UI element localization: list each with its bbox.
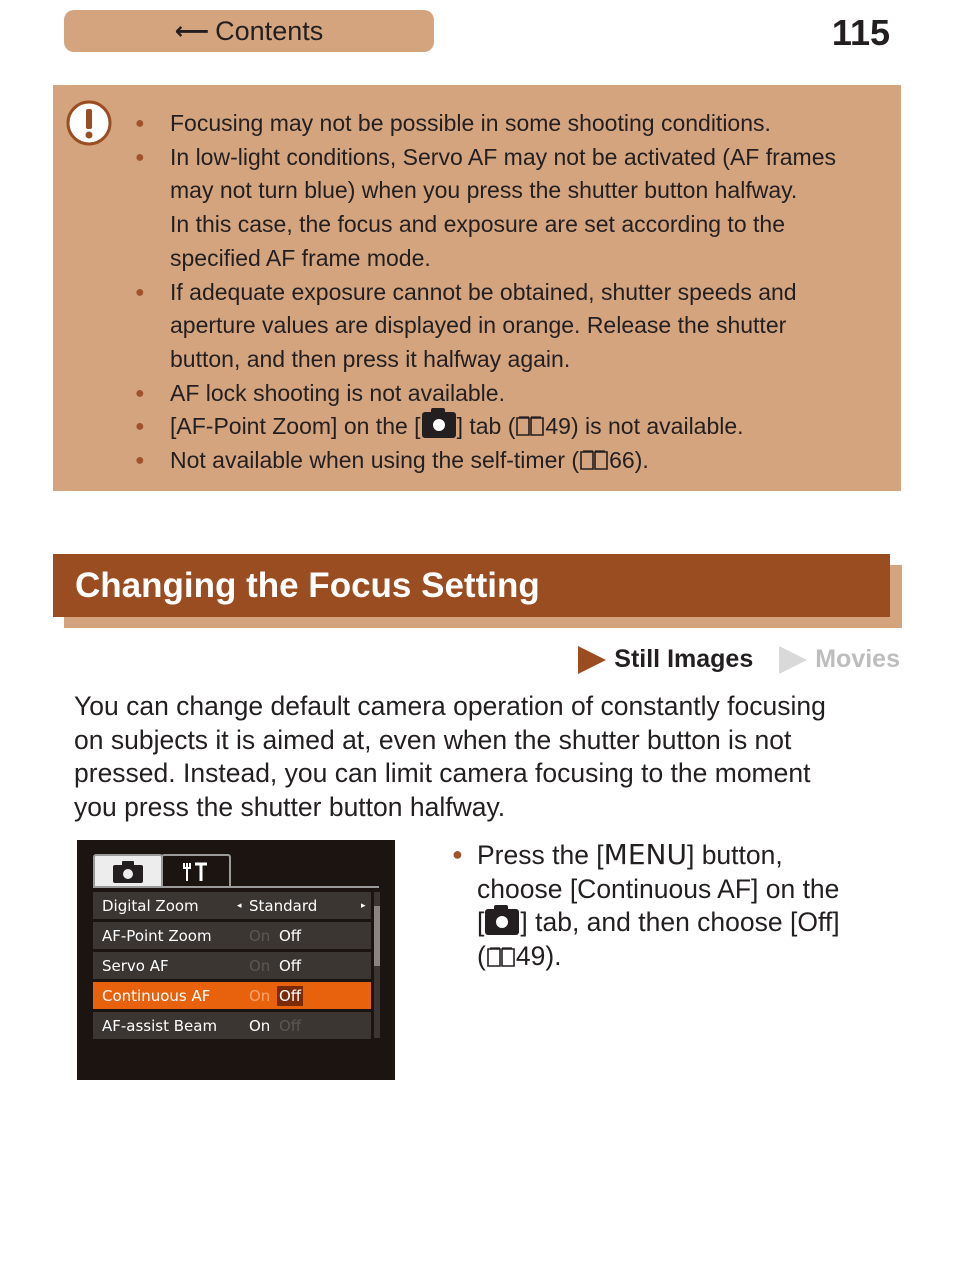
menu-row-af-point-zoom: AF-Point Zoom On Off [93, 922, 371, 949]
caution-item: ● In low-light conditions, Servo AF may not be activated (AF frames may not turn blue) when you press the shutter button halfway. In this case, the focus and exposure are set according to the specified AF frame mode. [135, 141, 885, 276]
menu-row-af-assist-beam: AF-assist Beam On Off [93, 1012, 371, 1039]
tools-icon [181, 861, 211, 883]
left-arrow-icon: ◂ [237, 900, 242, 911]
caution-item: ● AF lock shooting is not available. [135, 377, 885, 411]
mode-movies: Movies [815, 645, 900, 673]
camera-tab-icon [485, 909, 519, 935]
back-arrow-icon: ⟵ [174, 17, 210, 45]
tab-setup [161, 854, 231, 888]
bullet-icon: ● [135, 418, 145, 436]
bullet-icon: ● [135, 384, 145, 402]
caution-item: ● Focusing may not be possible in some shooting conditions. [135, 107, 885, 141]
mode-still-images: Still Images [614, 645, 754, 673]
menu-row-digital-zoom: Digital Zoom ◂ Standard ▸ [93, 892, 371, 919]
section-title: Changing the Focus Setting [75, 565, 540, 605]
bullet-icon: ● [135, 115, 145, 132]
contents-button[interactable] [64, 10, 434, 52]
book-icon [486, 946, 516, 968]
contents-label: Contents [215, 15, 324, 46]
caution-item: ● [AF-Point Zoom] on the [ ] tab ( 49) is not available. [135, 410, 885, 444]
instruction-step: ● Press the [MENU] button, choose [Continuous AF] on the [ ] tab, and then choose [Off] ( 49). [452, 838, 840, 972]
bullet-icon: ● [135, 452, 145, 470]
menu-row-continuous-af: Continuous AF On Off [93, 982, 371, 1009]
menu-scrollbar [374, 892, 380, 1038]
menu-row-servo-af: Servo AF On Off [93, 952, 371, 979]
book-icon [579, 449, 609, 471]
page-ref-link[interactable]: 49 [515, 941, 546, 972]
bullet-icon: ● [135, 148, 145, 166]
caution-item: ● If adequate exposure cannot be obtained, shutter speeds and aperture values are displayed in orange. Release the shutter button, and then press it halfway again. [135, 276, 885, 377]
triangle-icon [578, 646, 606, 674]
book-icon [515, 415, 545, 437]
mode-tags [578, 645, 900, 674]
page-number: 115 [831, 12, 890, 53]
caution-list [135, 107, 885, 478]
tab-shooting [93, 854, 163, 888]
right-arrow-icon: ▸ [361, 900, 366, 911]
menu-rows [93, 892, 371, 1042]
caution-box [53, 85, 901, 491]
camera-tab-icon [422, 412, 456, 438]
page-ref-link[interactable]: 49 [545, 413, 571, 440]
menu-button-glyph: MENU [603, 838, 687, 871]
camera-icon [111, 860, 145, 884]
camera-menu-screenshot [77, 840, 395, 1080]
page-ref-link[interactable]: 66 [609, 447, 635, 474]
bullet-icon: ● [135, 283, 145, 301]
section-heading-bar [53, 554, 890, 617]
intro-paragraph: You can change default camera operation of constantly focusing on subjects it is aimed at, even when the shutter button is not pressed. Instead, you can limit camera focusing to the moment you press the shutter button halfway. [74, 691, 826, 823]
triangle-icon [779, 646, 807, 674]
caution-item: ● Not available when using the self-timer ( 66). [135, 444, 885, 478]
caution-icon [66, 100, 112, 146]
bullet-icon: ● [452, 844, 463, 864]
